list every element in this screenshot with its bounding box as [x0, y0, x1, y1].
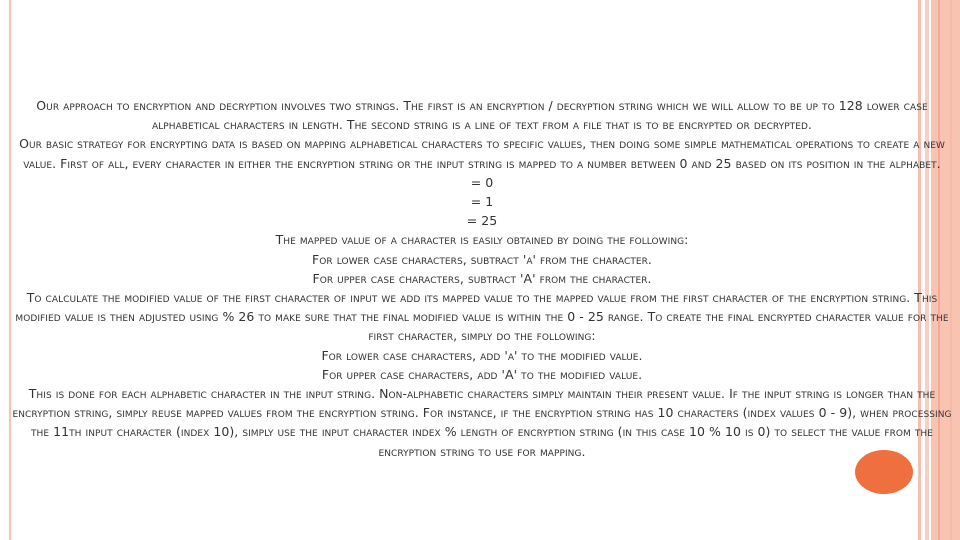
paragraph-mapped-value: The mapped value of a character is easily obtained by doing the following: — [275, 232, 689, 248]
paragraph-modified-value: To calculate the modified value of the first character of input we add its mapped value to the mapped value from the first character of the encryption string. This modified value is then adjusted using % 26 to make sure that the final modified value is within the 0 - 25 range. To create the final encrypted character value for the first character, simply do the following: — [15, 290, 949, 344]
paragraph-strategy: Our basic strategy for encrypting data is based on mapping alphabetical characters to specific values, then doing some simple mathematical operations to create a new value. First of all, every character in either the encryption string or the input string is mapped to a number between 0 and 25 based on its position in the alphabet. — [19, 136, 945, 171]
rule-uppercase-subtract: For upper case characters, subtract 'A' from the character. — [312, 270, 652, 286]
mapping-line-b: = 1 — [470, 194, 494, 210]
mapping-line-z: = 25 — [466, 213, 498, 229]
left-accent-line — [9, 0, 11, 540]
rule-lowercase-subtract: For lower case characters, subtract 'a' from the character. — [312, 251, 652, 267]
paragraph-reuse: This is done for each alphabetic character in the input string. Non-alphabetic characters simply maintain their present value. If the input string is longer than the encryption string, simply reuse mapped values from the encryption string. For instance, if the encryption string has 10 characters (index values 0 - 9), when processing the 11th input character (index 10), simply use the input character index % length of encryption string (in this case 10 % 10 is 0) to select the value from the encryption string to use for mapping. — [12, 386, 952, 459]
slide-body — [12, 96, 952, 461]
paragraph-approach: Our approach to encryption and decryption involves two strings. The first is an encryption / decryption string which we will allow to be up to 128 lower case alphabetical characters in length. The second string is a line of text from a file that is to be encrypted or decrypted. — [36, 98, 928, 133]
mapping-line-a: = 0 — [470, 174, 494, 190]
rule-uppercase-add: For upper case characters, add 'A' to the modified value. — [321, 366, 643, 382]
orange-accent-dot — [855, 450, 913, 494]
rule-lowercase-add: For lower case characters, add 'a' to the modified value. — [321, 347, 643, 363]
